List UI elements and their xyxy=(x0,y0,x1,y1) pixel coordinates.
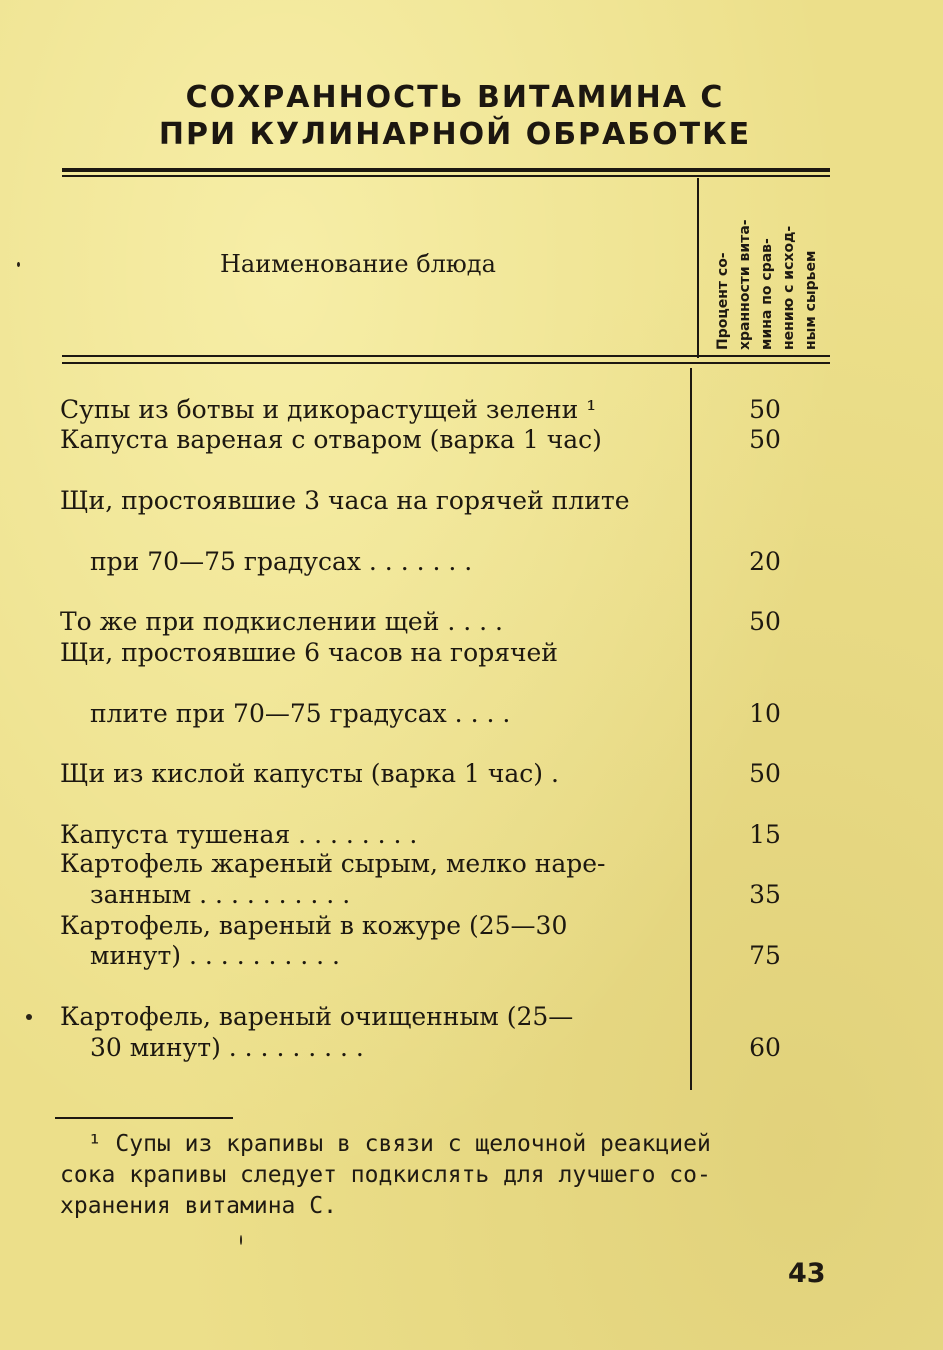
header-bottom-rule-2 xyxy=(62,362,830,364)
column-header-percent-line: мина по срав- xyxy=(759,238,775,350)
column-header-dish-name: Наименование блюда xyxy=(220,250,496,278)
dish-name: Капуста вареная с отваром (варка 1 час) xyxy=(60,425,602,454)
dish-name: Щи, простоявшие 3 часа на горячей плите xyxy=(60,486,630,515)
column-divider-body xyxy=(690,368,692,1090)
dish-name: Картофель, вареный очищенным (25— xyxy=(60,1002,574,1031)
dish-name: при 70—75 градусах . . . . . . . xyxy=(90,547,473,576)
footnote-rule xyxy=(55,1117,233,1119)
column-header-percent-line: Процент со- xyxy=(715,252,731,350)
column-header-percent-line: ным сырьем xyxy=(803,250,819,350)
percent-value: 75 xyxy=(749,941,781,970)
dish-name: Капуста тушеная . . . . . . . . xyxy=(60,820,418,849)
print-speck xyxy=(240,1235,242,1245)
header-bottom-rule-1 xyxy=(62,355,830,357)
page-number: 43 xyxy=(788,1258,826,1289)
percent-value: 50 xyxy=(749,425,781,454)
dish-name: То же при подкислении щей . . . . xyxy=(60,607,503,636)
percent-value: 60 xyxy=(749,1033,781,1062)
page-title-line-2: ПРИ КУЛИНАРНОЙ ОБРАБОТКЕ xyxy=(158,117,752,152)
dish-name: Щи из кислой капусты (варка 1 час) . xyxy=(60,759,559,788)
dish-name: Картофель, вареный в кожуре (25—30 xyxy=(60,911,568,940)
column-header-percent xyxy=(705,176,830,352)
dish-name: Щи, простоявшие 6 часов на горячей xyxy=(60,638,558,667)
dish-name: 30 минут) . . . . . . . . . xyxy=(90,1033,364,1062)
percent-value: 50 xyxy=(749,395,781,424)
page-title-line-1: СОХРАННОСТЬ ВИТАМИНА С xyxy=(185,80,725,115)
print-speck xyxy=(17,262,20,267)
percent-value: 20 xyxy=(749,547,781,576)
print-speck xyxy=(26,1014,32,1020)
dish-name: занным . . . . . . . . . . xyxy=(90,880,351,909)
column-header-percent-line: хранности вита- xyxy=(737,219,753,350)
column-header-percent-line: нению с исход- xyxy=(781,225,797,350)
footnote-line-1: ¹ Супы из крапивы в связи с щелочной реакцией xyxy=(60,1131,711,1157)
column-divider xyxy=(697,178,699,358)
percent-value: 35 xyxy=(749,880,781,909)
table-top-rule-thick xyxy=(62,168,830,172)
percent-value: 50 xyxy=(749,607,781,636)
footnote-line-2: сока крапивы следует подкислять для лучшего со- xyxy=(60,1162,711,1188)
percent-value: 10 xyxy=(749,699,781,728)
dish-name: плите при 70—75 градусах . . . . xyxy=(90,699,511,728)
percent-value: 15 xyxy=(749,820,781,849)
dish-name: минут) . . . . . . . . . . xyxy=(90,941,340,970)
dish-name: Картофель жареный сырым, мелко наре- xyxy=(60,849,606,878)
percent-value: 50 xyxy=(749,759,781,788)
footnote-line-3: хранения витамина С. xyxy=(60,1193,337,1219)
dish-name: Супы из ботвы и дикорастущей зелени ¹ xyxy=(60,395,597,424)
column-header-percent-text xyxy=(712,178,822,350)
